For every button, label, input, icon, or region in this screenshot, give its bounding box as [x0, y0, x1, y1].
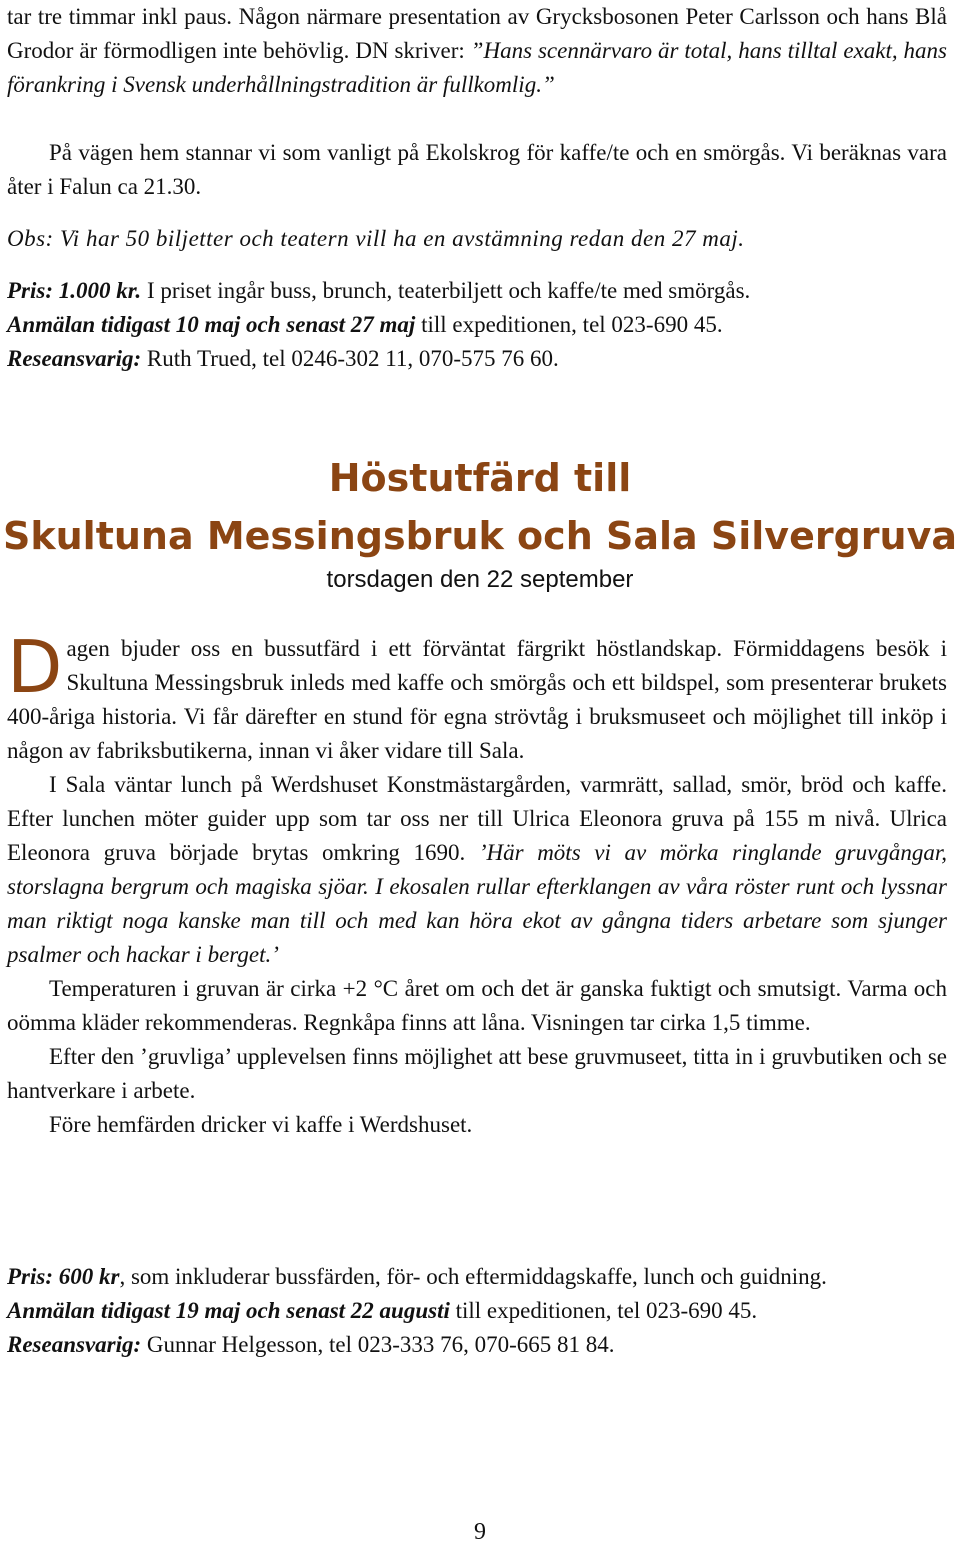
responsible-label: Reseansvarig: [7, 346, 142, 371]
paragraph-2-text: I Sala väntar lunch på Werdshuset Konstmästargården, varmrätt, sallad, smör, bröd och kaffe. Efter lunchen möter guider upp som tar oss ner till Ulrica Eleonora gruva på 155 m nivå. Ulrica Eleonora gruva började brytas omkring 1690. [7, 772, 947, 865]
article-body [7, 625, 947, 1142]
article-paragraph-5: Före hemfärden dricker vi kaffe i Werdshuset. [49, 1112, 473, 1137]
second-trip-price [7, 1260, 947, 1294]
second-trip-signup [7, 1294, 947, 1328]
obs-note: Obs: Vi har 50 biljetter och teatern vill ha en avstämning redan den 27 maj. [7, 226, 745, 251]
mine-quote: ’Här möts vi av mörka ringlande gruvgångar, storslagna bergrum och magiska sjöar. I ekosalen rullar efterklangen av våra röster runt och lyssnar man riktigt noga kanske man till och med kan höra ekot av gångna tiders arbetare som sjunger psalmer och hackar i berget.’ [7, 840, 947, 967]
responsible-text: Ruth Trued, tel 0246-302 11, 070-575 76 60. [141, 346, 559, 371]
signup-label: Anmälan tidigast 10 maj och senast 27 maj [7, 312, 416, 337]
price-text: I priset ingår buss, brunch, teaterbiljett och kaffe/te med smörgås. [141, 278, 751, 303]
signup-text: till expeditionen, tel 023-690 45. [415, 312, 723, 337]
price-text: , som inkluderar bussfärden, för- och eftermiddagskaffe, lunch och guidning. [119, 1264, 827, 1289]
article-paragraph-1 [7, 625, 947, 768]
intro-paragraph [7, 0, 947, 102]
return-paragraph: På vägen hem stannar vi som vanligt på Ekolskrog för kaffe/te och en smörgås. Vi beräknas vara åter i Falun ca 21.30. [7, 140, 947, 199]
paragraph-1-text: agen bjuder oss en bussutfärd i ett förväntat färgrikt höstlandskap. Förmiddagens besök i Skultuna Messingsbruk inleds med kaffe och smörgås och ett bildspel, som presenterar brukets 400-åriga historia. Vi får därefter en stund för egna strövtåg i bruksmuseet och möjlighet till inköp i någon av fabriksbutikerna, innan vi åker vidare till Sala. [7, 636, 947, 763]
responsible-text: Gunnar Helgesson, tel 023-333 76, 070-665 81 84. [141, 1332, 615, 1357]
intro-text: tar tre timmar inkl paus. Någon närmare presentation av Grycksbosonen Peter Carlsson och hans Blå Grodor är förmodligen inte behövlig. DN skriver: [7, 4, 947, 63]
article-paragraph-3: Temperaturen i gruvan är cirka +2 °C året om och det är ganska fuktigt och smutsigt. Varma och oömma kläder rekommenderas. Regnkåpa finns att låna. Visningen tar cirka 1,5 timme. [7, 976, 947, 1035]
second-trip-details [7, 1260, 947, 1362]
responsible-label: Reseansvarig: [7, 1332, 142, 1357]
first-trip-responsible [7, 342, 947, 376]
page-number: 9 [474, 1519, 486, 1545]
article-date: torsdagen den 22 september [326, 566, 634, 593]
signup-label: Anmälan tidigast 19 maj och senast 22 augusti [7, 1298, 450, 1323]
first-trip-signup [7, 308, 947, 342]
first-trip-price [7, 274, 947, 308]
first-trip-details [7, 274, 947, 376]
price-label: Pris: 1.000 kr. [7, 278, 142, 303]
article-title-line2: Skultuna Messingsbruk och Sala Silvergruva [2, 514, 957, 558]
second-trip-responsible [7, 1328, 947, 1362]
article-paragraph-4: Efter den ’gruvliga’ upplevelsen finns möjlighet att bese gruvmuseet, titta in i gruvbutiken och se hantverkare i arbete. [7, 1044, 947, 1103]
article-paragraph-2 [7, 768, 947, 972]
price-label: Pris: 600 kr [7, 1264, 120, 1289]
signup-text: till expeditionen, tel 023-690 45. [449, 1298, 758, 1323]
article-title-line1: Höstutfärd till [328, 456, 632, 500]
drop-cap: D [7, 625, 63, 709]
dn-quote: ”Hans scennärvaro är total, hans tilltal exakt, hans förankring i Svensk underhållningstradition är fullkomlig.” [7, 38, 947, 97]
